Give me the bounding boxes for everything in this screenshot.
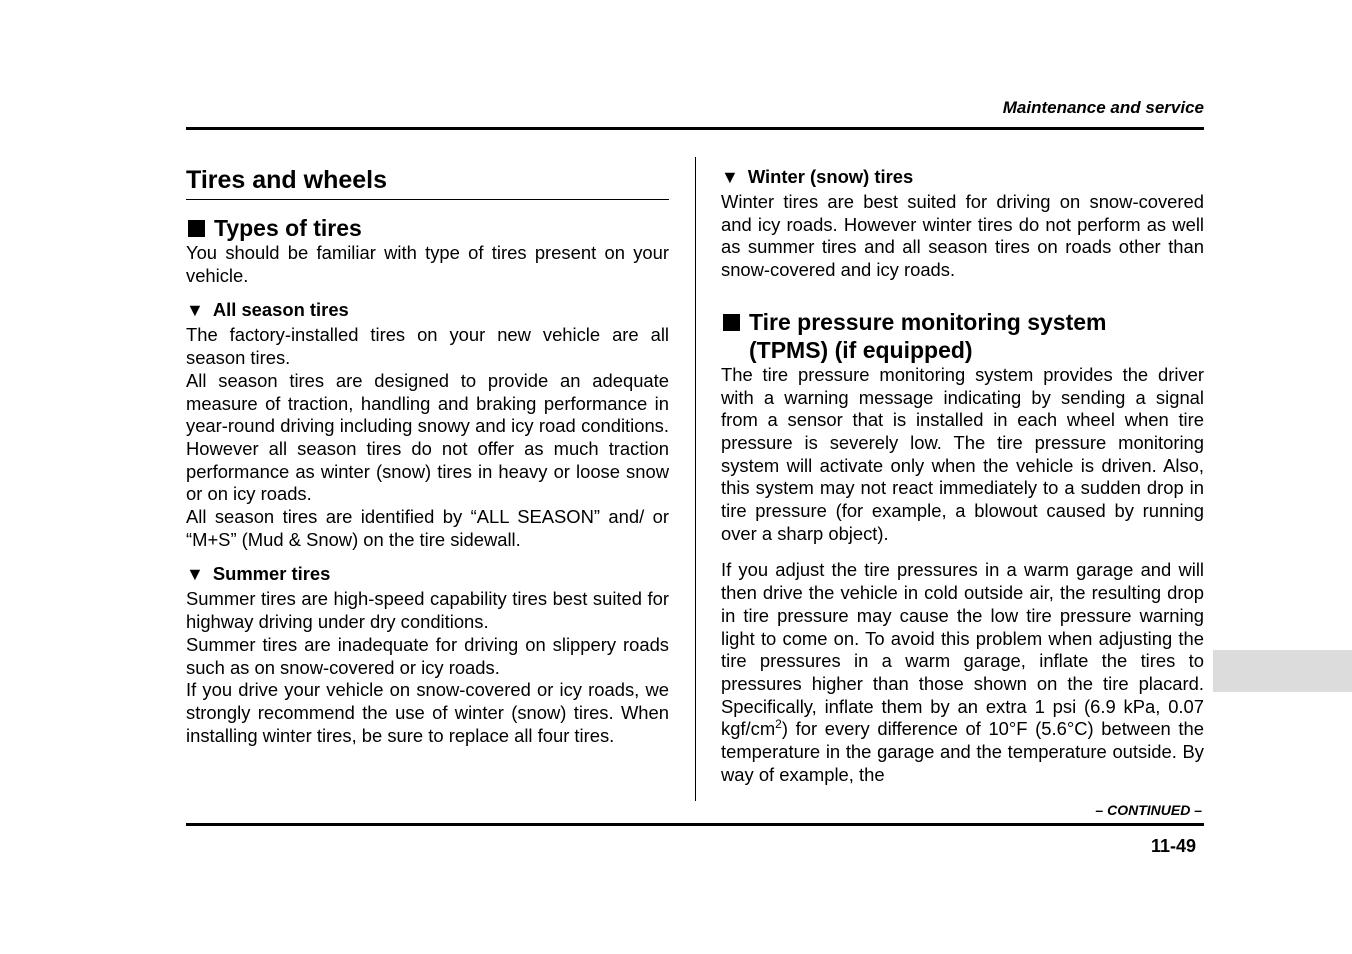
section-heading-text: Types of tires	[214, 215, 362, 241]
section-heading-tpms	[721, 308, 1204, 364]
all-season-paragraph-3: All season tires are identified by “ALL SEASON” and/ or “M+S” (Mud & Snow) on the tire sidewall.	[186, 506, 669, 550]
summer-paragraph-1: Summer tires are high-speed capability tires best suited for highway driving under dry conditions.	[186, 588, 669, 633]
types-intro: You should be familiar with type of tires present on your vehicle.	[186, 242, 669, 286]
left-column	[186, 163, 669, 747]
section-heading-text	[749, 308, 1106, 364]
summer-paragraph-2: Summer tires are inadequate for driving on slippery roads such as on snow-covered or icy roads.	[186, 633, 669, 678]
tpms-paragraph-2	[721, 559, 1204, 786]
triangle-bullet-icon: ▼	[186, 564, 204, 585]
page-number: 11-49	[1150, 836, 1196, 856]
summer-paragraph-3: If you drive your vehicle on snow-covered or icy roads, we strongly recommend the use of winter (snow) tires. When installing winter tires, be sure to replace all four tires.	[186, 679, 669, 746]
section-heading-types	[186, 214, 669, 242]
tpms-paragraph-1: The tire pressure monitoring system provides the driver with a warning message indicating by sending a signal from a sensor that is installed in each wheel when tire pressure is severely low. The tire pressure monitoring system will activate only when the vehicle is driven. Also, this system may not react immediately to a sudden drop in tire pressure (for example, a blowout caused by running over a sharp object).	[721, 363, 1204, 544]
section-heading-line-2: (TPMS) (if equipped)	[749, 336, 973, 363]
running-header: Maintenance and service	[1002, 98, 1204, 117]
column-divider	[695, 157, 696, 801]
subheading-text: Winter (snow) tires	[747, 166, 914, 187]
tpms-paragraph-2-part-b: ) for every difference of 10°F (5.6°C) between the temperature in the garage and the temperature outside. By way of example, the	[721, 718, 1204, 785]
top-rule	[186, 127, 1204, 130]
bottom-rule	[186, 823, 1204, 826]
tpms-paragraph-2-part-a: If you adjust the tire pressures in a warm garage and will then drive the vehicle in cold outside air, the resulting drop in tire pressure may cause the low tire pressure warning light to come on. To avoid this problem when adjusting the tire pressures in a warm garage, inflate the tires to pressures higher than those shown on the tire placard. Specifically, inflate them by an extra 1 psi (6.9 kPa, 0.07 kgf/cm	[721, 559, 1204, 740]
subheading-summer	[186, 563, 669, 585]
triangle-bullet-icon: ▼	[186, 300, 204, 321]
superscript: 2	[775, 717, 782, 732]
subheading-winter	[721, 166, 1204, 188]
all-season-paragraph-2: All season tires are designed to provide an adequate measure of traction, handling and braking performance in year-round driving including snowy and icy road conditions. However all season tires do not offer as much traction performance as winter (snow) tires in heavy or loose snow or on icy roads.	[186, 369, 669, 505]
winter-paragraph: Winter tires are best suited for driving on snow-covered and icy roads. However winter tires do not perform as well as summer tires and all season tires on roads other than snow-covered and icy roads.	[721, 191, 1204, 281]
all-season-paragraph-1: The factory-installed tires on your new vehicle are all season tires.	[186, 324, 669, 369]
right-column	[721, 163, 1204, 786]
subheading-text: Summer tires	[212, 563, 331, 585]
continued-label: – CONTINUED –	[1095, 802, 1202, 818]
chapter-tab	[1213, 650, 1352, 692]
subheading-text: All season tires	[212, 299, 349, 321]
square-bullet-icon	[188, 220, 205, 237]
section-heading-line-1: Tire pressure monitoring system	[749, 308, 1107, 335]
subheading-all-season	[186, 299, 669, 321]
page-title: Tires and wheels	[186, 166, 669, 200]
triangle-bullet-icon: ▼	[721, 167, 739, 187]
square-bullet-icon	[723, 314, 740, 331]
